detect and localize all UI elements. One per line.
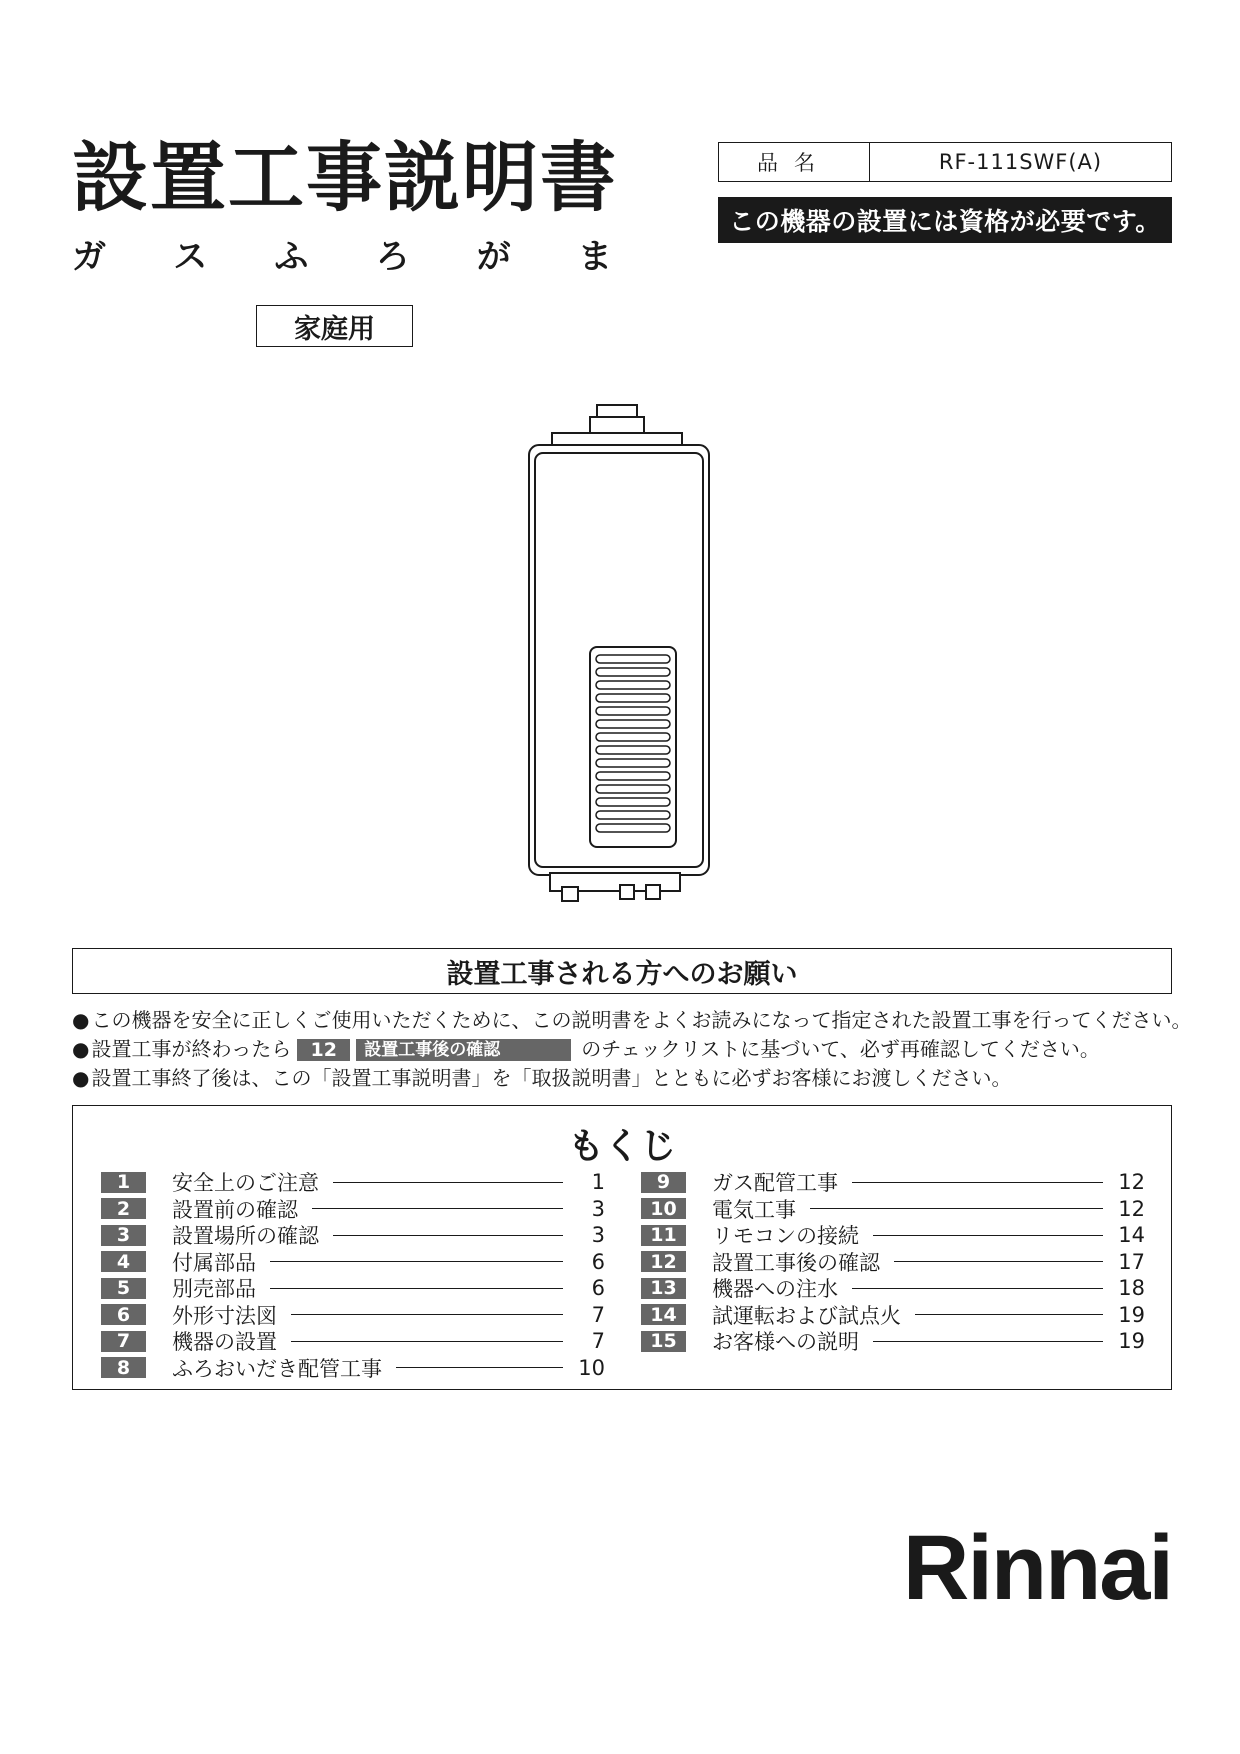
toc-leader [270, 1288, 563, 1289]
toc-page: 14 [1118, 1223, 1145, 1248]
toc-title: もくじ [567, 1126, 676, 1167]
note-text: のチェックリストに基づいて、必ず再確認してください。 [581, 1037, 1100, 1061]
toc-leader [312, 1208, 563, 1209]
toc-entry[interactable] [101, 1302, 605, 1329]
toc-leader [852, 1182, 1103, 1183]
toc-label: 設置場所の確認 [172, 1224, 319, 1249]
model-number: RF-111SWF(A) [938, 150, 1103, 174]
subtitle-char: ま [577, 237, 612, 277]
toc-leader [291, 1314, 563, 1315]
subtitle-char: ふ [274, 237, 309, 277]
toc-number: 5 [101, 1278, 146, 1299]
toc-label: 安全上のご注意 [172, 1171, 319, 1196]
document-title: 設置工事説明書 [72, 133, 618, 222]
toc-number: 9 [641, 1172, 686, 1193]
toc-number: 14 [641, 1304, 686, 1325]
toc-number: 12 [641, 1251, 686, 1272]
toc-entry[interactable] [641, 1222, 1145, 1249]
toc-entry[interactable] [101, 1275, 605, 1302]
product-name-table [718, 142, 1172, 182]
toc-entry[interactable] [641, 1302, 1145, 1329]
toc-label: 設置前の確認 [172, 1197, 298, 1222]
toc-number: 1 [101, 1172, 146, 1193]
subtitle-char: ろ [375, 237, 410, 277]
subtitle-char: ガ [72, 237, 106, 277]
table-of-contents [72, 1105, 1172, 1390]
toc-entry[interactable] [101, 1169, 605, 1196]
toc-entry[interactable] [641, 1249, 1145, 1276]
toc-page: 19 [1118, 1302, 1145, 1327]
toc-leader [915, 1314, 1103, 1315]
toc-label: リモコンの接続 [712, 1224, 859, 1249]
toc-leader [333, 1235, 563, 1236]
bullet: ● [72, 1066, 90, 1090]
toc-number: 6 [101, 1304, 146, 1325]
note-item [72, 1035, 1182, 1064]
toc-label: ふろおいだき配管工事 [172, 1356, 382, 1381]
toc-leader [333, 1182, 563, 1183]
toc-column-right [641, 1169, 1145, 1355]
section-ref-number: 12 [297, 1039, 350, 1061]
subtitle-char: ス [173, 237, 208, 277]
toc-leader [396, 1367, 563, 1368]
toc-page: 17 [1118, 1249, 1145, 1274]
gas-fitting [562, 887, 578, 901]
toc-entry[interactable] [101, 1355, 605, 1382]
toc-entry[interactable] [101, 1196, 605, 1223]
product-category [72, 237, 612, 277]
toc-number: 8 [101, 1357, 146, 1378]
note-text: 設置工事が終わったら [91, 1037, 292, 1061]
toc-page: 3 [591, 1196, 605, 1221]
toc-entry[interactable] [641, 1196, 1145, 1223]
note-text: この機器を安全に正しくご使用いただくために、この説明書をよくお読みになって指定された設置工事を行ってください。 [91, 1008, 1192, 1032]
toc-page: 12 [1118, 1170, 1145, 1195]
note-item [72, 1064, 1182, 1093]
toc-page: 18 [1118, 1276, 1145, 1301]
toc-entry[interactable] [641, 1328, 1145, 1355]
toc-label: 別売部品 [172, 1277, 256, 1302]
toc-leader [894, 1261, 1103, 1262]
toc-page: 7 [591, 1329, 605, 1354]
toc-entry[interactable] [101, 1249, 605, 1276]
flue-pipe [597, 405, 637, 417]
water-heater-illustration [520, 395, 720, 905]
qualification-notice: この機器の設置には資格が必要です。 [718, 197, 1172, 243]
toc-label: 付属部品 [172, 1250, 256, 1275]
rinnai-logo: Rinnai [902, 1517, 1172, 1619]
toc-number: 3 [101, 1225, 146, 1246]
toc-page: 6 [591, 1249, 605, 1274]
toc-leader [270, 1261, 563, 1262]
toc-page: 1 [591, 1170, 605, 1195]
toc-number: 11 [641, 1225, 686, 1246]
product-name-label: 品名 [719, 143, 870, 181]
toc-page: 3 [591, 1223, 605, 1248]
water-fitting [646, 885, 660, 899]
toc-entry[interactable] [101, 1222, 605, 1249]
water-fitting [620, 885, 634, 899]
toc-page: 12 [1118, 1196, 1145, 1221]
toc-number: 4 [101, 1251, 146, 1272]
toc-leader [291, 1341, 563, 1342]
toc-leader [873, 1341, 1103, 1342]
toc-label: 設置工事後の確認 [712, 1250, 880, 1275]
toc-number: 7 [101, 1331, 146, 1352]
toc-number: 10 [641, 1198, 686, 1219]
request-heading: 設置工事される方へのお願い [72, 948, 1172, 994]
toc-label: 機器の設置 [172, 1330, 277, 1355]
toc-page: 10 [578, 1355, 605, 1380]
toc-label: 機器への注水 [712, 1277, 838, 1302]
toc-label: お客様への説明 [712, 1330, 859, 1355]
bullet: ● [72, 1008, 90, 1032]
toc-number: 13 [641, 1278, 686, 1299]
toc-leader [852, 1288, 1103, 1289]
toc-leader [810, 1208, 1103, 1209]
note-item [72, 1006, 1192, 1035]
toc-page: 6 [591, 1276, 605, 1301]
installation-notes [72, 1006, 1192, 1093]
toc-entry[interactable] [641, 1275, 1145, 1302]
toc-leader [873, 1235, 1103, 1236]
subtitle-char: が [476, 237, 511, 277]
toc-page: 19 [1118, 1329, 1145, 1354]
toc-number: 2 [101, 1198, 146, 1219]
bullet: ● [72, 1037, 90, 1061]
toc-label: ガス配管工事 [712, 1171, 838, 1196]
toc-label: 電気工事 [712, 1197, 796, 1222]
usage-label: 家庭用 [256, 305, 413, 347]
toc-page: 7 [591, 1302, 605, 1327]
toc-number: 15 [641, 1331, 686, 1352]
toc-label: 外形寸法図 [172, 1303, 277, 1328]
toc-entry[interactable] [641, 1169, 1145, 1196]
toc-column-left [101, 1169, 605, 1381]
toc-entry[interactable] [101, 1328, 605, 1355]
section-ref-label: 設置工事後の確認 [356, 1039, 571, 1061]
toc-label: 試運転および試点火 [712, 1303, 901, 1328]
note-text: 設置工事終了後は、この「設置工事説明書」を「取扱説明書」とともに必ずお客様にお渡しください。 [91, 1066, 1012, 1090]
